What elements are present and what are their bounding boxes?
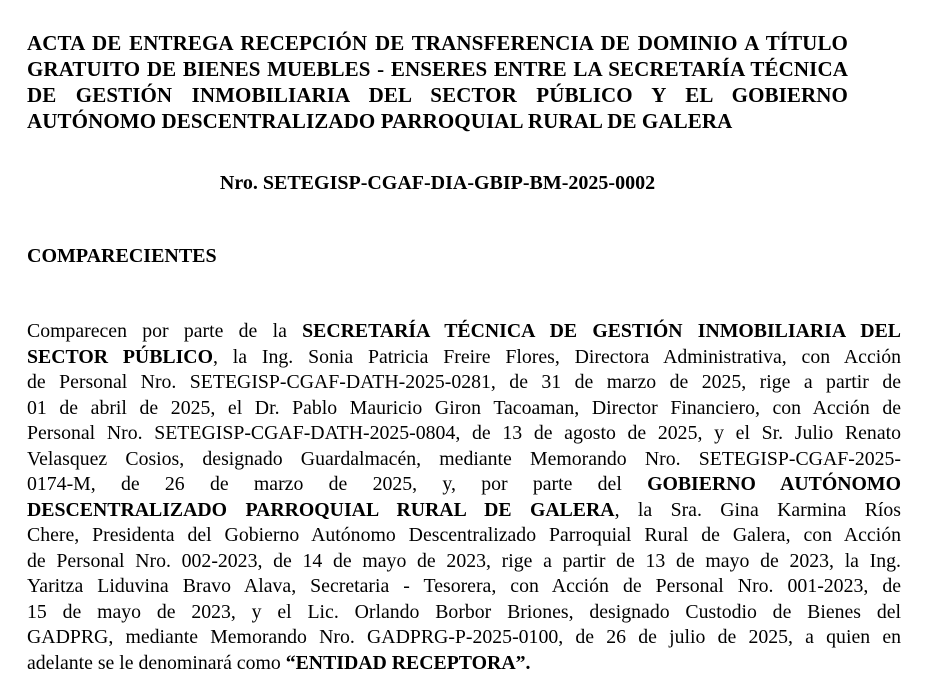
paragraph-line-3: de Personal Nro. SETEGISP-CGAF-DATH-2025-0281, de 31 de marzo de 2025, rige a partir de	[27, 371, 901, 393]
document-title	[27, 30, 848, 134]
comparecientes-paragraph	[27, 319, 901, 676]
paragraph-line-14: adelante se le denominará como “ENTIDAD RECEPTORA”.	[27, 651, 531, 674]
paragraph-line-12: 15 de mayo de 2023, y el Lic. Orlando Borbor Briones, designado Custodio de Bienes del	[27, 600, 901, 623]
paragraph-line-5: Personal Nro. SETEGISP-CGAF-DATH-2025-0804, de 13 de agosto de 2025, y el Sr. Julio Renato	[27, 422, 901, 444]
paragraph-line-4: 01 de abril de 2025, el Dr. Pablo Mauricio Giron Tacoaman, Director Financiero, con Acción de	[27, 396, 901, 419]
title-line-1: ACTA DE ENTREGA RECEPCIÓN DE TRANSFERENCIA DE DOMINIO A TÍTULO	[27, 31, 848, 55]
paragraph-line-6: Velasquez Cosios, designado Guardalmacén, mediante Memorando Nro. SETEGISP-CGAF-2025-	[27, 447, 901, 470]
paragraph-line-7: 0174-M, de 26 de marzo de 2025, y, por parte del GOBIERNO AUTÓNOMO	[27, 473, 901, 495]
paragraph-line-10: de Personal Nro. 002-2023, de 14 de mayo de 2023, rige a partir de 13 de mayo de 2023, la Ing.	[27, 549, 901, 572]
title-line-3: DE GESTIÓN INMOBILIARIA DEL SECTOR PÚBLICO Y EL GOBIERNO	[27, 83, 848, 107]
paragraph-line-8: DESCENTRALIZADO PARROQUIAL RURAL DE GALERA, la Sra. Gina Karmina Ríos	[27, 498, 901, 521]
paragraph-line-9: Chere, Presidenta del Gobierno Autónomo Descentralizado Parroquial Rural de Galera, con Acción	[27, 524, 901, 546]
title-line-4: AUTÓNOMO DESCENTRALIZADO PARROQUIAL RURAL DE GALERA	[27, 109, 733, 133]
paragraph-line-11: Yaritza Liduvina Bravo Alava, Secretaria - Tesorera, con Acción de Personal Nro. 001-2023, de	[27, 575, 901, 597]
document-number: Nro. SETEGISP-CGAF-DIA-GBIP-BM-2025-0002	[219, 172, 656, 194]
section-heading-comparecientes: COMPARECIENTES	[27, 245, 217, 267]
title-line-2: GRATUITO DE BIENES MUEBLES - ENSERES ENTRE LA SECRETARÍA TÉCNICA	[27, 57, 848, 81]
paragraph-line-1: Comparecen por parte de la SECRETARÍA TÉCNICA DE GESTIÓN INMOBILIARIA DEL	[27, 320, 901, 342]
paragraph-line-2: SECTOR PÚBLICO, la Ing. Sonia Patricia Freire Flores, Directora Administrativa, con Acción	[27, 345, 902, 368]
paragraph-line-13: GADPRG, mediante Memorando Nro. GADPRG-P-2025-0100, de 26 de julio de 2025, a quien en	[27, 626, 901, 648]
